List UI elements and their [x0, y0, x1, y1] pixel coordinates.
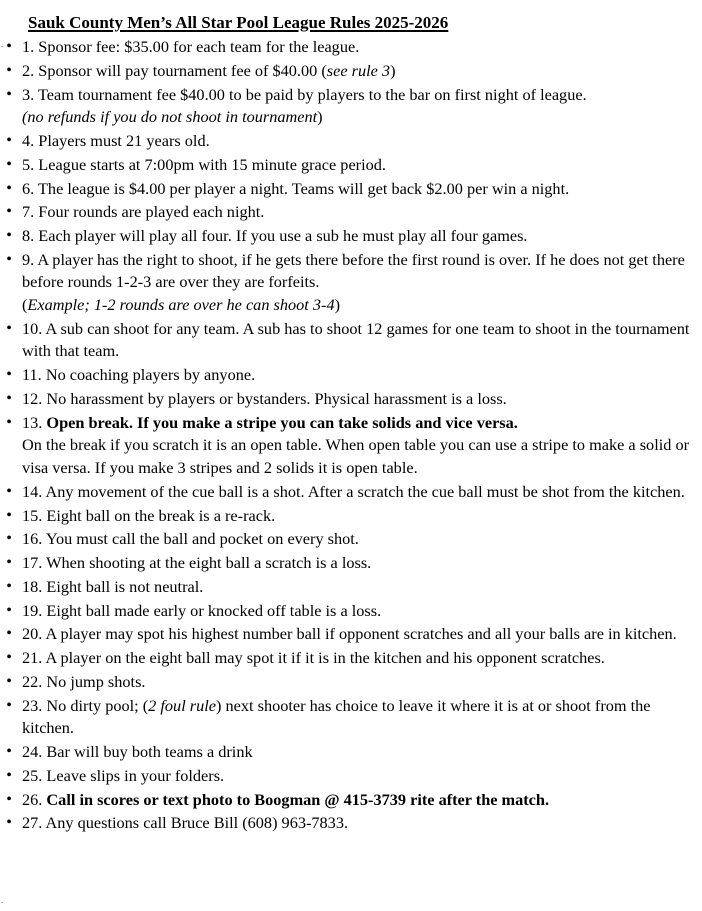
rule-item — [0, 130, 702, 153]
rule-text: 17. When shooting at the eight ball a scratch is a loss. — [22, 553, 372, 573]
bullet-icon: • — [6, 649, 12, 667]
rule-text: 27. Any questions call Bruce Bill (608) 963-7833. — [22, 813, 349, 833]
stray-dot-top: . — [1, 39, 4, 49]
rule-item — [0, 225, 702, 248]
bullet-icon: • — [6, 85, 12, 103]
rule-text: 23. No dirty pool; ( — [22, 695, 149, 715]
bullet-icon: • — [6, 366, 12, 384]
bullet-icon: • — [6, 203, 12, 221]
rule-text: 11. No coaching players by anyone. — [22, 365, 256, 385]
bullet-icon: • — [6, 250, 12, 268]
rule-text-italic: Example; 1-2 rounds are over he can shoot 3-4 — [27, 295, 335, 315]
rule-item — [0, 201, 702, 224]
bullet-icon: • — [6, 61, 12, 79]
bullet-icon: • — [6, 696, 12, 714]
bullet-icon: • — [6, 319, 12, 337]
rule-text: 25. Leave slips in your folders. — [22, 765, 225, 785]
rule-item — [0, 154, 702, 177]
rule-item — [0, 318, 702, 363]
bullet-icon: • — [6, 601, 12, 619]
rule-item — [0, 600, 702, 623]
rule-text: 9. A player has the right to shoot, if he gets there before the first round is over. If he does not get there before rounds 1-2-3 are over they are forfeits. — [22, 249, 685, 292]
rule-text: ) — [317, 107, 323, 127]
rule-item — [0, 528, 702, 551]
rule-item — [0, 812, 702, 835]
rule-text-italic: 2 foul rule — [148, 695, 217, 715]
bullet-icon: • — [6, 554, 12, 572]
rule-text-bold: Call in scores or text photo to Boogman @ 415-3739 rite after the match. — [46, 789, 550, 809]
rule-item — [0, 576, 702, 599]
bullet-icon: • — [6, 814, 12, 832]
rule-item — [0, 388, 702, 411]
bullet-icon: • — [6, 743, 12, 761]
rule-text: 6. The league is $4.00 per player a night. Teams will get back $2.00 per win a night. — [22, 178, 570, 198]
rule-item — [0, 765, 702, 788]
bullet-icon: • — [6, 227, 12, 245]
bullet-icon: • — [6, 766, 12, 784]
bullet-icon: • — [6, 389, 12, 407]
rule-item — [0, 412, 702, 480]
rule-text-italic: (no refunds if you do not shoot in tournament — [22, 107, 318, 127]
rule-text: 20. A player may spot his highest number ball if opponent scratches and all your balls are in kitchen. — [22, 624, 677, 644]
bullet-icon: • — [6, 155, 12, 173]
bullet-icon: • — [6, 625, 12, 643]
rule-text: 4. Players must 21 years old. — [22, 130, 210, 150]
rule-item — [0, 695, 702, 740]
rule-item — [0, 789, 702, 812]
bullet-icon: • — [6, 672, 12, 690]
rule-item — [0, 249, 702, 317]
rule-item — [0, 671, 702, 694]
rule-item — [0, 647, 702, 670]
bullet-icon: • — [6, 506, 12, 524]
rule-text: 22. No jump shots. — [22, 671, 146, 691]
rule-item — [0, 364, 702, 387]
rule-item — [0, 60, 702, 83]
rule-text: 15. Eight ball on the break is a re-rack. — [22, 505, 276, 525]
rules-list — [0, 36, 702, 836]
rule-text: 19. Eight ball made early or knocked off table is a loss. — [22, 600, 382, 620]
bullet-icon: • — [6, 577, 12, 595]
rule-text: 13. — [22, 412, 47, 432]
rule-text: ) — [334, 295, 341, 315]
rule-text: 26. — [22, 789, 47, 809]
rule-text: 2. Sponsor will pay tournament fee of $40.00 ( — [22, 60, 327, 80]
bullet-icon: • — [6, 38, 12, 55]
rule-text: 3. Team tournament fee $40.00 to be paid by players to the bar on first night of league. — [22, 84, 587, 104]
rule-item — [0, 481, 702, 504]
rule-item — [0, 741, 702, 764]
bullet-icon: • — [6, 530, 12, 548]
bullet-icon: • — [6, 131, 12, 149]
bullet-icon: • — [6, 179, 12, 197]
document-title: Sauk County Men’s All Star Pool League Rules 2025-2026 — [28, 13, 449, 32]
rule-item — [0, 36, 702, 59]
bullet-icon: • — [6, 482, 12, 500]
rule-text-bold: Open break. If you make a stripe you can take solids and vice versa. — [46, 412, 518, 432]
rule-text: 10. A sub can shoot for any team. A sub has to shoot 12 games for one team to shoot in the tournament with that team. — [22, 318, 690, 361]
rule-text: 12. No harassment by players or bystanders. Physical harassment is a loss. — [22, 388, 507, 408]
rule-item — [0, 505, 702, 528]
rule-text: 24. Bar will buy both teams a drink — [22, 742, 253, 762]
rule-text: 16. You must call the ball and pocket on every shot. — [22, 529, 359, 549]
rule-item — [0, 178, 702, 201]
rule-text: On the break if you scratch it is an open table. When open table you can use a stripe to make a solid or visa versa. If you make 3 stripes and 2 solids it is open table. — [22, 435, 690, 477]
rule-text-italic: see rule 3 — [326, 60, 391, 80]
rule-item — [0, 623, 702, 646]
rule-text: 21. A player on the eight ball may spot it if it is in the kitchen and his opponent scratches. — [22, 648, 605, 668]
rule-text: 1. Sponsor fee: $35.00 for each team for the league. — [22, 37, 360, 56]
bullet-icon: • — [6, 413, 12, 431]
rule-text: 18. Eight ball is not neutral. — [22, 576, 204, 596]
rule-text: 7. Four rounds are played each night. — [22, 202, 265, 222]
rule-text: 14. Any movement of the cue ball is a shot. After a scratch the cue ball must be shot from the kitchen. — [22, 481, 685, 501]
bullet-icon: • — [6, 790, 12, 808]
rule-text: 5. League starts at 7:00pm with 15 minute grace period. — [22, 154, 386, 174]
rule-item — [0, 552, 702, 575]
rule-text: 8. Each player will play all four. If you use a sub he must play all four games. — [22, 226, 528, 246]
rule-text: ) next shooter has choice to leave it where it is at or shoot from the kitchen. — [22, 695, 651, 738]
rule-item — [0, 84, 702, 129]
rule-text: ( — [22, 295, 28, 315]
rule-text: ) — [390, 60, 396, 80]
stray-dot-bottom: . — [1, 895, 4, 905]
